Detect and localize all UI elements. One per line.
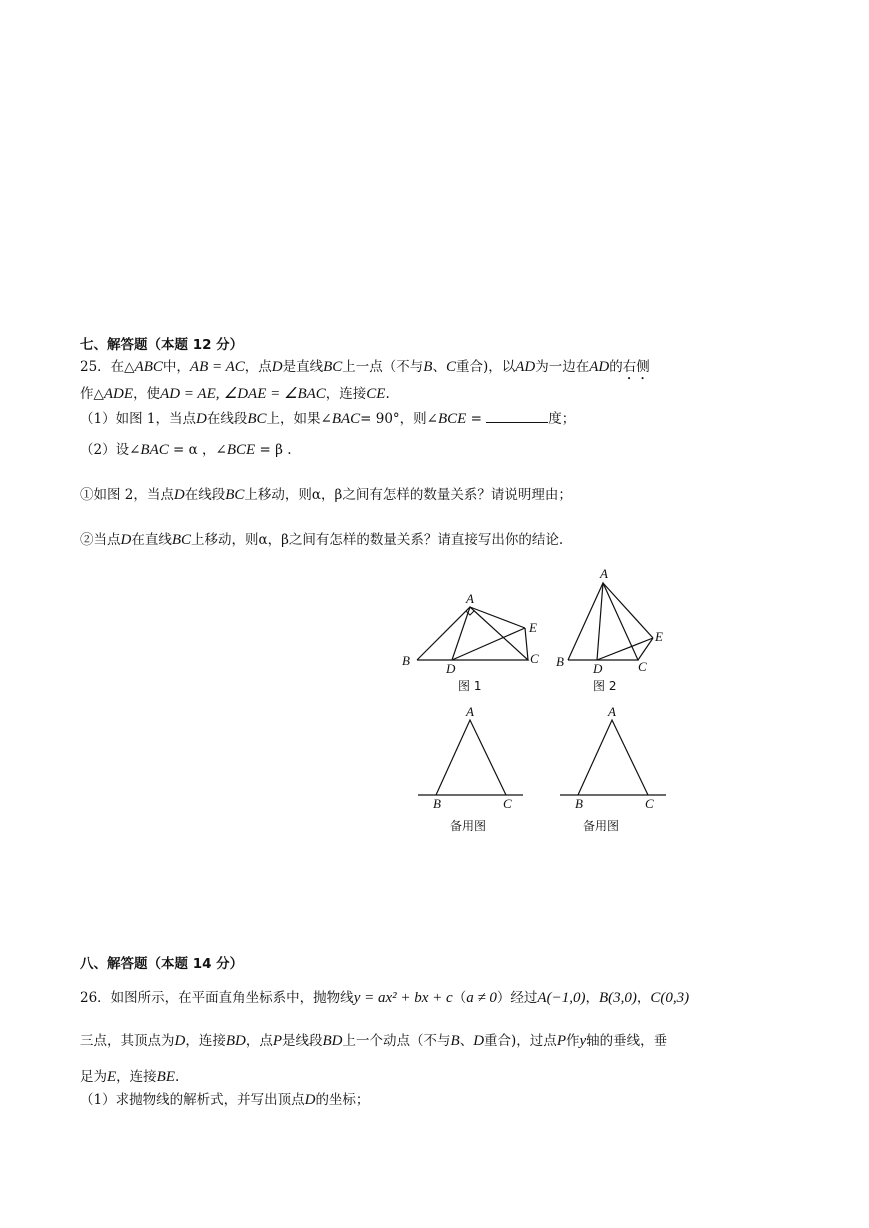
spare1-label-a: A bbox=[466, 704, 474, 719]
fig2-caption: 图 2 bbox=[593, 679, 617, 693]
figure-2 bbox=[556, 566, 663, 693]
spare1-caption: 备用图 bbox=[450, 819, 487, 833]
spare-figure-2 bbox=[560, 704, 666, 833]
q26-line3: 足为E，连接BE. bbox=[80, 1069, 180, 1085]
fig2-label-c: C bbox=[638, 659, 647, 674]
spare1-label-c: C bbox=[503, 796, 512, 811]
fig1-label-d: D bbox=[446, 661, 456, 676]
q25-sub2: （2）设∠BAC = α ，∠BCE = β . bbox=[80, 442, 292, 458]
q25-sub1: （1）如图 1，当点D在线段BC上，如果∠BAC= 90°，则∠BCE = 度； bbox=[80, 411, 576, 427]
spare2-caption: 备用图 bbox=[583, 819, 620, 833]
q26-line1: 26．如图所示，在平面直角坐标系中，抛物线y = ax² + bx + c（a ≠ 0）经过A(−1,0)，B(3,0)，C(0,3) bbox=[80, 990, 690, 1006]
fig2-label-a: A bbox=[600, 566, 608, 581]
q26-sub1: （1）求抛物线的解析式，并写出顶点D的坐标； bbox=[80, 1092, 370, 1108]
fig1-label-a: A bbox=[466, 591, 474, 606]
spare2-label-a: A bbox=[608, 704, 616, 719]
fig1-label-c: C bbox=[530, 651, 539, 666]
fig2-label-d: D bbox=[593, 661, 603, 676]
q25-case2: ②当点D在直线BC上移动，则α，β之间有怎样的数量关系？请直接写出你的结论. bbox=[80, 532, 564, 548]
figure-1 bbox=[402, 591, 539, 693]
geometry-figures bbox=[390, 565, 690, 855]
q25-line1: 25．在△ABC中，AB = AC，点D是直线BC上一点（不与B、C重合)，以AD为一边在AD的右侧 bbox=[80, 359, 650, 375]
fig2-label-e: E bbox=[655, 629, 663, 644]
spare1-label-b: B bbox=[433, 796, 441, 811]
answer-blank bbox=[486, 410, 548, 423]
q25-line2: 作△ADE，使AD = AE, ∠DAE = ∠BAC，连接CE. bbox=[80, 386, 390, 402]
spare-figure-1 bbox=[418, 704, 523, 833]
spare2-label-c: C bbox=[645, 796, 654, 811]
section8-heading: 八、解答题（本题 14 分） bbox=[80, 956, 244, 972]
fig1-label-e: E bbox=[529, 620, 537, 635]
section7-heading: 七、解答题（本题 12 分） bbox=[80, 337, 244, 353]
fig1-label-b: B bbox=[402, 653, 410, 668]
spare2-label-b: B bbox=[575, 796, 583, 811]
fig1-caption: 图 1 bbox=[458, 679, 482, 693]
q25-case1: ①如图 2，当点D在线段BC上移动，则α，β之间有怎样的数量关系？请说明理由； bbox=[80, 487, 572, 503]
fig2-label-b: B bbox=[556, 654, 564, 669]
q26-line2: 三点，其顶点为D，连接BD，点P是线段BD上一个动点（不与B、D重合)，过点P作y轴的垂线，垂 bbox=[80, 1033, 668, 1049]
